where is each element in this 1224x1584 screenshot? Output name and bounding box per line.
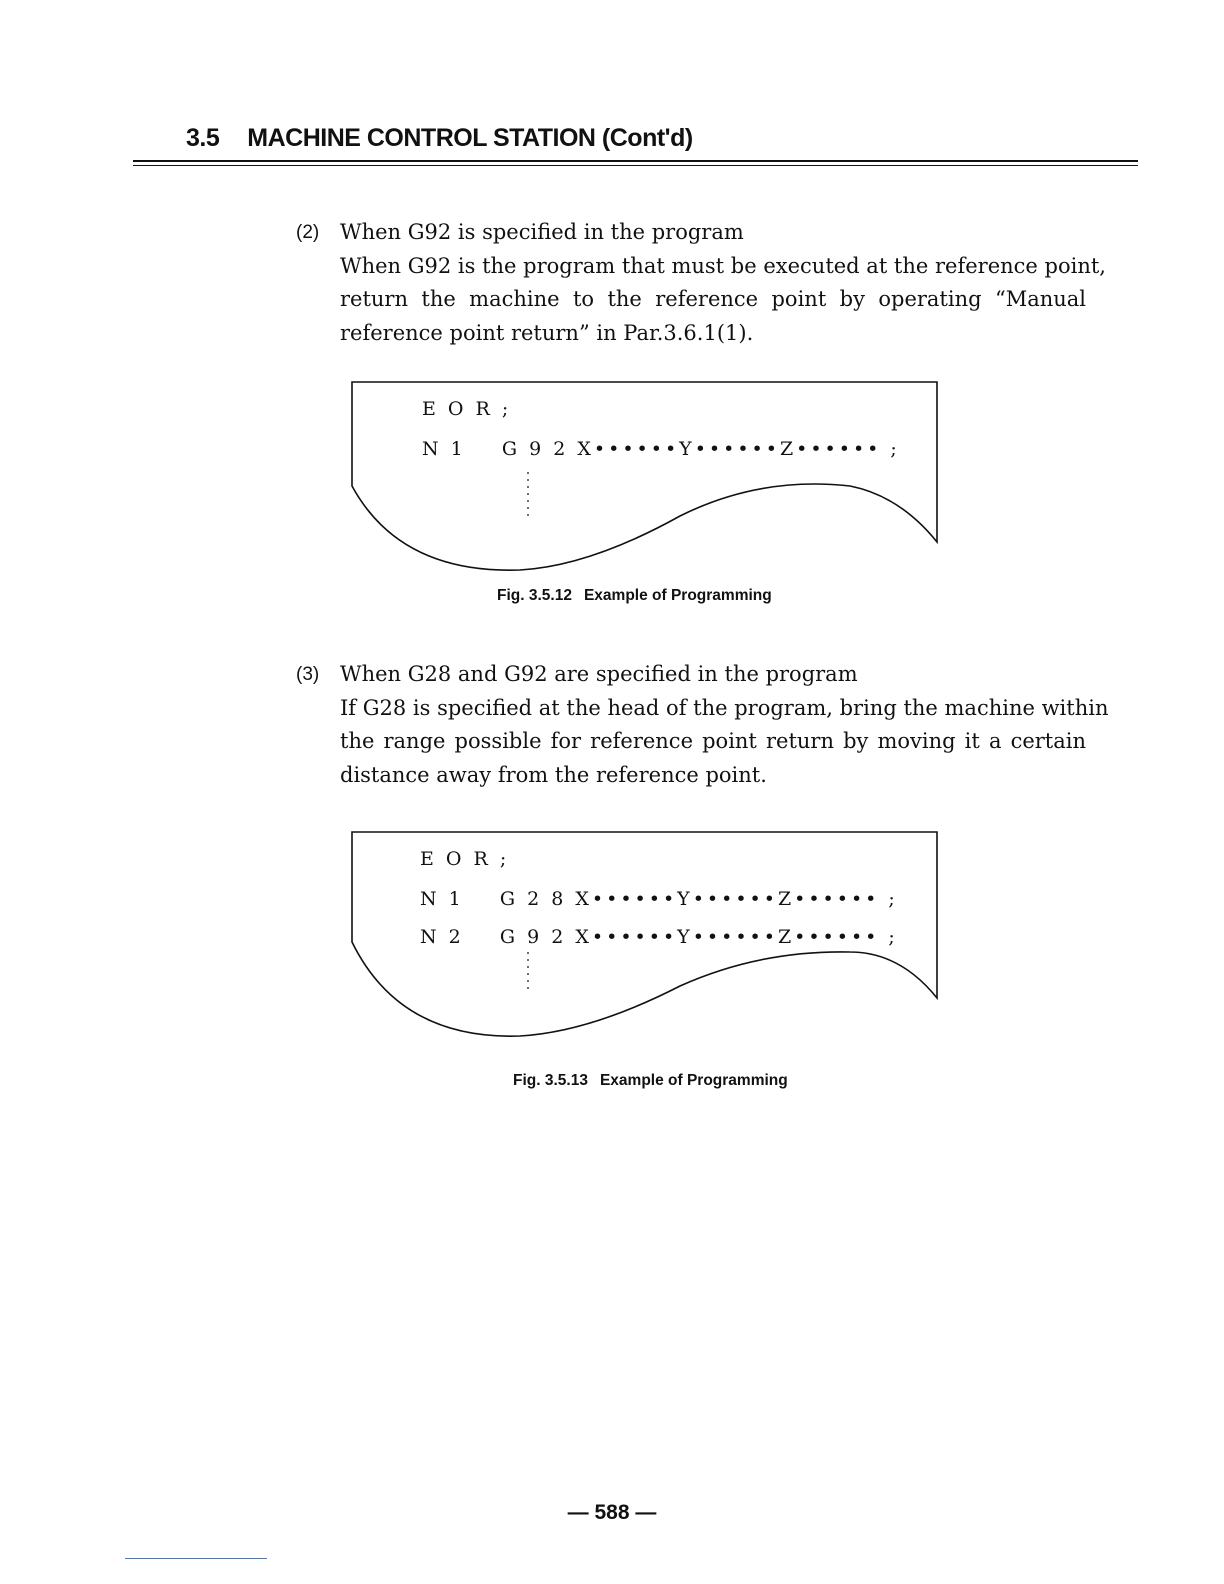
code-line-n1: N 1 G 2 8 X••••••Y••••••Z•••••• ; xyxy=(420,888,898,910)
figure-caption-1 xyxy=(497,587,772,605)
paragraph-line: When G92 is the program that must be executed at the reference point, xyxy=(340,253,1106,278)
figure-caption-2 xyxy=(513,1072,788,1090)
item-heading: When G28 and G92 are specified in the program xyxy=(340,662,858,686)
heading-rule-thin xyxy=(133,165,1138,166)
paragraph-line: return the machine to the reference point by operating “Manual xyxy=(340,287,1086,311)
figure-title: Example of Programming xyxy=(599,1072,788,1089)
figure-title: Example of Programming xyxy=(583,587,772,604)
item-label: (2) xyxy=(296,222,320,243)
code-line-n1: N 1 G 9 2 X••••••Y••••••Z•••••• ; xyxy=(422,438,900,460)
page-number: — 588 — xyxy=(567,1501,657,1524)
section-title: MACHINE CONTROL STATION (Cont'd) xyxy=(247,124,693,152)
code-line-n2: N 2 G 9 2 X••••••Y••••••Z•••••• ; xyxy=(420,926,898,948)
figure-program-example-1 xyxy=(340,376,950,576)
section-heading xyxy=(186,124,693,153)
paragraph-line: the range possible for reference point return by moving it a certain xyxy=(340,729,1086,753)
list-item-3 xyxy=(296,658,1109,792)
section-number: 3.5 xyxy=(186,124,220,152)
paragraph-line: If G28 is specified at the head of the program, bring the machine within xyxy=(340,695,1109,720)
item-text xyxy=(340,658,1109,792)
code-line-eor: E O R ; xyxy=(422,398,512,420)
figure-number: Fig. 3.5.13 xyxy=(513,1072,588,1089)
paragraph-line: reference point return” in Par.3.6.1(1). xyxy=(340,320,754,345)
item-label: (3) xyxy=(296,664,320,685)
item-text xyxy=(340,216,1106,350)
figure-program-example-2 xyxy=(340,826,950,1046)
item-heading: When G92 is specified in the program xyxy=(340,220,744,244)
figure-number: Fig. 3.5.12 xyxy=(497,587,572,604)
paragraph-line: distance away from the reference point. xyxy=(340,762,767,787)
heading-rule-thick xyxy=(133,160,1138,162)
code-line-eor: E O R ; xyxy=(420,848,510,870)
list-item-2 xyxy=(296,216,1106,350)
footer-rule xyxy=(125,1558,267,1559)
